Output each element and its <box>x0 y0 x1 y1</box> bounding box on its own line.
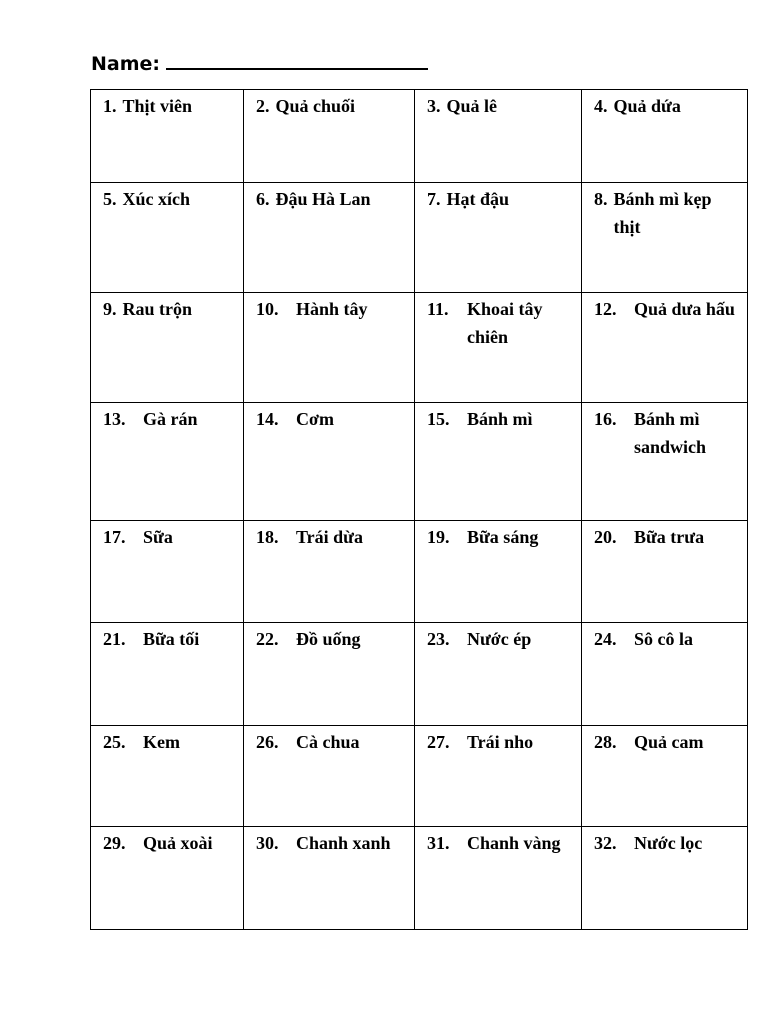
table-row <box>91 623 748 726</box>
vocab-cell <box>415 827 582 930</box>
item-number: 20. <box>594 527 617 547</box>
item-number: 13. <box>103 409 126 429</box>
vocab-word: Hành tây <box>296 299 368 319</box>
vocab-word: Gà rán <box>143 409 198 429</box>
vocab-entry <box>103 92 239 120</box>
vocab-cell <box>91 521 244 623</box>
vocab-word: Khoai tây chiên <box>467 299 543 347</box>
vocab-word: Bánh mì kẹp thịt <box>613 189 712 237</box>
vocab-word: Sữa <box>143 527 173 547</box>
vocab-entry <box>256 92 410 120</box>
vocab-entry <box>594 405 743 461</box>
vocab-word: Hạt đậu <box>446 189 510 209</box>
vocabulary-table <box>90 89 748 930</box>
vocab-cell <box>582 521 748 623</box>
item-number: 29. <box>103 833 126 853</box>
vocab-entry <box>427 405 577 433</box>
table-row <box>91 293 748 403</box>
vocab-entry <box>427 185 577 213</box>
item-number: 9. <box>103 299 117 319</box>
vocab-word: Rau trộn <box>122 299 193 319</box>
name-line <box>91 50 428 75</box>
item-number: 19. <box>427 527 450 547</box>
item-number: 3. <box>427 96 441 116</box>
vocab-entry <box>594 829 743 857</box>
item-number: 25. <box>103 732 126 752</box>
vocab-cell <box>582 90 748 183</box>
vocab-word: Chanh vàng <box>467 833 561 853</box>
item-number: 28. <box>594 732 617 752</box>
vocab-cell <box>244 521 415 623</box>
vocab-entry <box>103 523 239 551</box>
vocab-cell <box>582 623 748 726</box>
vocab-word: Trái dừa <box>296 527 363 547</box>
item-number: 18. <box>256 527 279 547</box>
vocab-word: Đậu Hà Lan <box>275 189 371 209</box>
vocab-word: Nước lọc <box>634 833 703 853</box>
vocab-entry <box>427 728 577 756</box>
table-row <box>91 726 748 827</box>
vocab-entry <box>103 185 239 213</box>
vocab-cell <box>91 183 244 293</box>
vocab-cell <box>415 403 582 521</box>
item-number: 30. <box>256 833 279 853</box>
table-row <box>91 827 748 930</box>
vocab-cell <box>244 623 415 726</box>
vocab-entry <box>256 728 410 756</box>
item-number: 10. <box>256 299 279 319</box>
vocab-word: Chanh xanh <box>296 833 391 853</box>
vocab-cell <box>244 726 415 827</box>
vocab-word: Cà chua <box>296 732 360 752</box>
vocab-word: Đồ uống <box>296 629 361 649</box>
vocab-cell <box>91 293 244 403</box>
vocab-cell <box>582 183 748 293</box>
vocab-cell <box>244 403 415 521</box>
vocab-cell <box>415 183 582 293</box>
vocab-word: Quả dứa <box>613 96 681 116</box>
vocab-entry <box>103 728 239 756</box>
table-row <box>91 521 748 623</box>
item-number: 31. <box>427 833 450 853</box>
vocab-entry <box>427 625 577 653</box>
vocab-word: Bánh mì sandwich <box>634 409 707 457</box>
vocab-entry <box>594 625 743 653</box>
item-number: 11. <box>427 299 449 319</box>
vocab-word: Cơm <box>296 409 334 429</box>
item-number: 12. <box>594 299 617 319</box>
item-number: 26. <box>256 732 279 752</box>
vocab-entry <box>103 405 239 433</box>
vocab-entry <box>594 92 743 120</box>
item-number: 8. <box>594 189 608 209</box>
name-blank-line <box>166 50 428 70</box>
vocab-cell <box>582 827 748 930</box>
vocab-entry <box>427 829 577 857</box>
vocab-entry <box>256 523 410 551</box>
item-number: 22. <box>256 629 279 649</box>
vocab-word: Quả cam <box>634 732 704 752</box>
vocab-cell <box>91 726 244 827</box>
vocab-cell <box>415 726 582 827</box>
vocab-cell <box>91 90 244 183</box>
vocab-entry <box>103 625 239 653</box>
table-row <box>91 403 748 521</box>
vocab-cell <box>415 90 582 183</box>
vocab-cell <box>582 403 748 521</box>
vocab-word: Xúc xích <box>122 189 190 209</box>
item-number: 5. <box>103 189 117 209</box>
vocab-cell <box>244 183 415 293</box>
vocab-entry <box>256 625 410 653</box>
vocab-entry <box>427 295 577 351</box>
vocab-entry <box>256 405 410 433</box>
vocab-entry <box>256 829 410 857</box>
vocab-entry <box>103 295 239 323</box>
vocab-cell <box>415 623 582 726</box>
table-row <box>91 90 748 183</box>
item-number: 6. <box>256 189 270 209</box>
vocab-cell <box>91 827 244 930</box>
item-number: 27. <box>427 732 450 752</box>
vocab-word: Thịt viên <box>122 96 193 116</box>
vocab-entry <box>594 295 743 323</box>
vocab-entry <box>594 523 743 551</box>
vocab-word: Bữa trưa <box>634 527 705 547</box>
vocab-cell <box>415 521 582 623</box>
vocab-entry <box>103 829 239 857</box>
vocab-word: Kem <box>143 732 180 752</box>
vocab-entry <box>594 728 743 756</box>
vocab-word: Bữa sáng <box>467 527 539 547</box>
vocab-cell <box>91 403 244 521</box>
vocab-word: Bữa tối <box>143 629 200 649</box>
name-label: Name: <box>91 53 161 75</box>
item-number: 15. <box>427 409 450 429</box>
vocab-entry <box>256 295 410 323</box>
item-number: 23. <box>427 629 450 649</box>
item-number: 24. <box>594 629 617 649</box>
vocab-word: Quả xoài <box>143 833 213 853</box>
item-number: 4. <box>594 96 608 116</box>
item-number: 2. <box>256 96 270 116</box>
item-number: 1. <box>103 96 117 116</box>
vocab-entry <box>594 185 743 241</box>
item-number: 7. <box>427 189 441 209</box>
vocab-cell <box>582 293 748 403</box>
vocab-cell <box>244 827 415 930</box>
item-number: 16. <box>594 409 617 429</box>
vocab-cell <box>244 90 415 183</box>
vocab-word: Trái nho <box>467 732 534 752</box>
vocab-word: Nước ép <box>467 629 532 649</box>
vocab-word: Quả lê <box>446 96 498 116</box>
vocab-entry <box>256 185 410 213</box>
vocab-word: Bánh mì <box>467 409 533 429</box>
item-number: 21. <box>103 629 126 649</box>
vocab-cell <box>244 293 415 403</box>
item-number: 17. <box>103 527 126 547</box>
table-row <box>91 183 748 293</box>
vocab-word: Quả dưa hấu <box>634 299 735 319</box>
item-number: 32. <box>594 833 617 853</box>
vocab-cell <box>582 726 748 827</box>
vocab-cell <box>91 623 244 726</box>
vocab-word: Quả chuối <box>275 96 356 116</box>
item-number: 14. <box>256 409 279 429</box>
vocab-cell <box>415 293 582 403</box>
vocab-entry <box>427 523 577 551</box>
vocab-word: Sô cô la <box>634 629 694 649</box>
vocab-entry <box>427 92 577 120</box>
